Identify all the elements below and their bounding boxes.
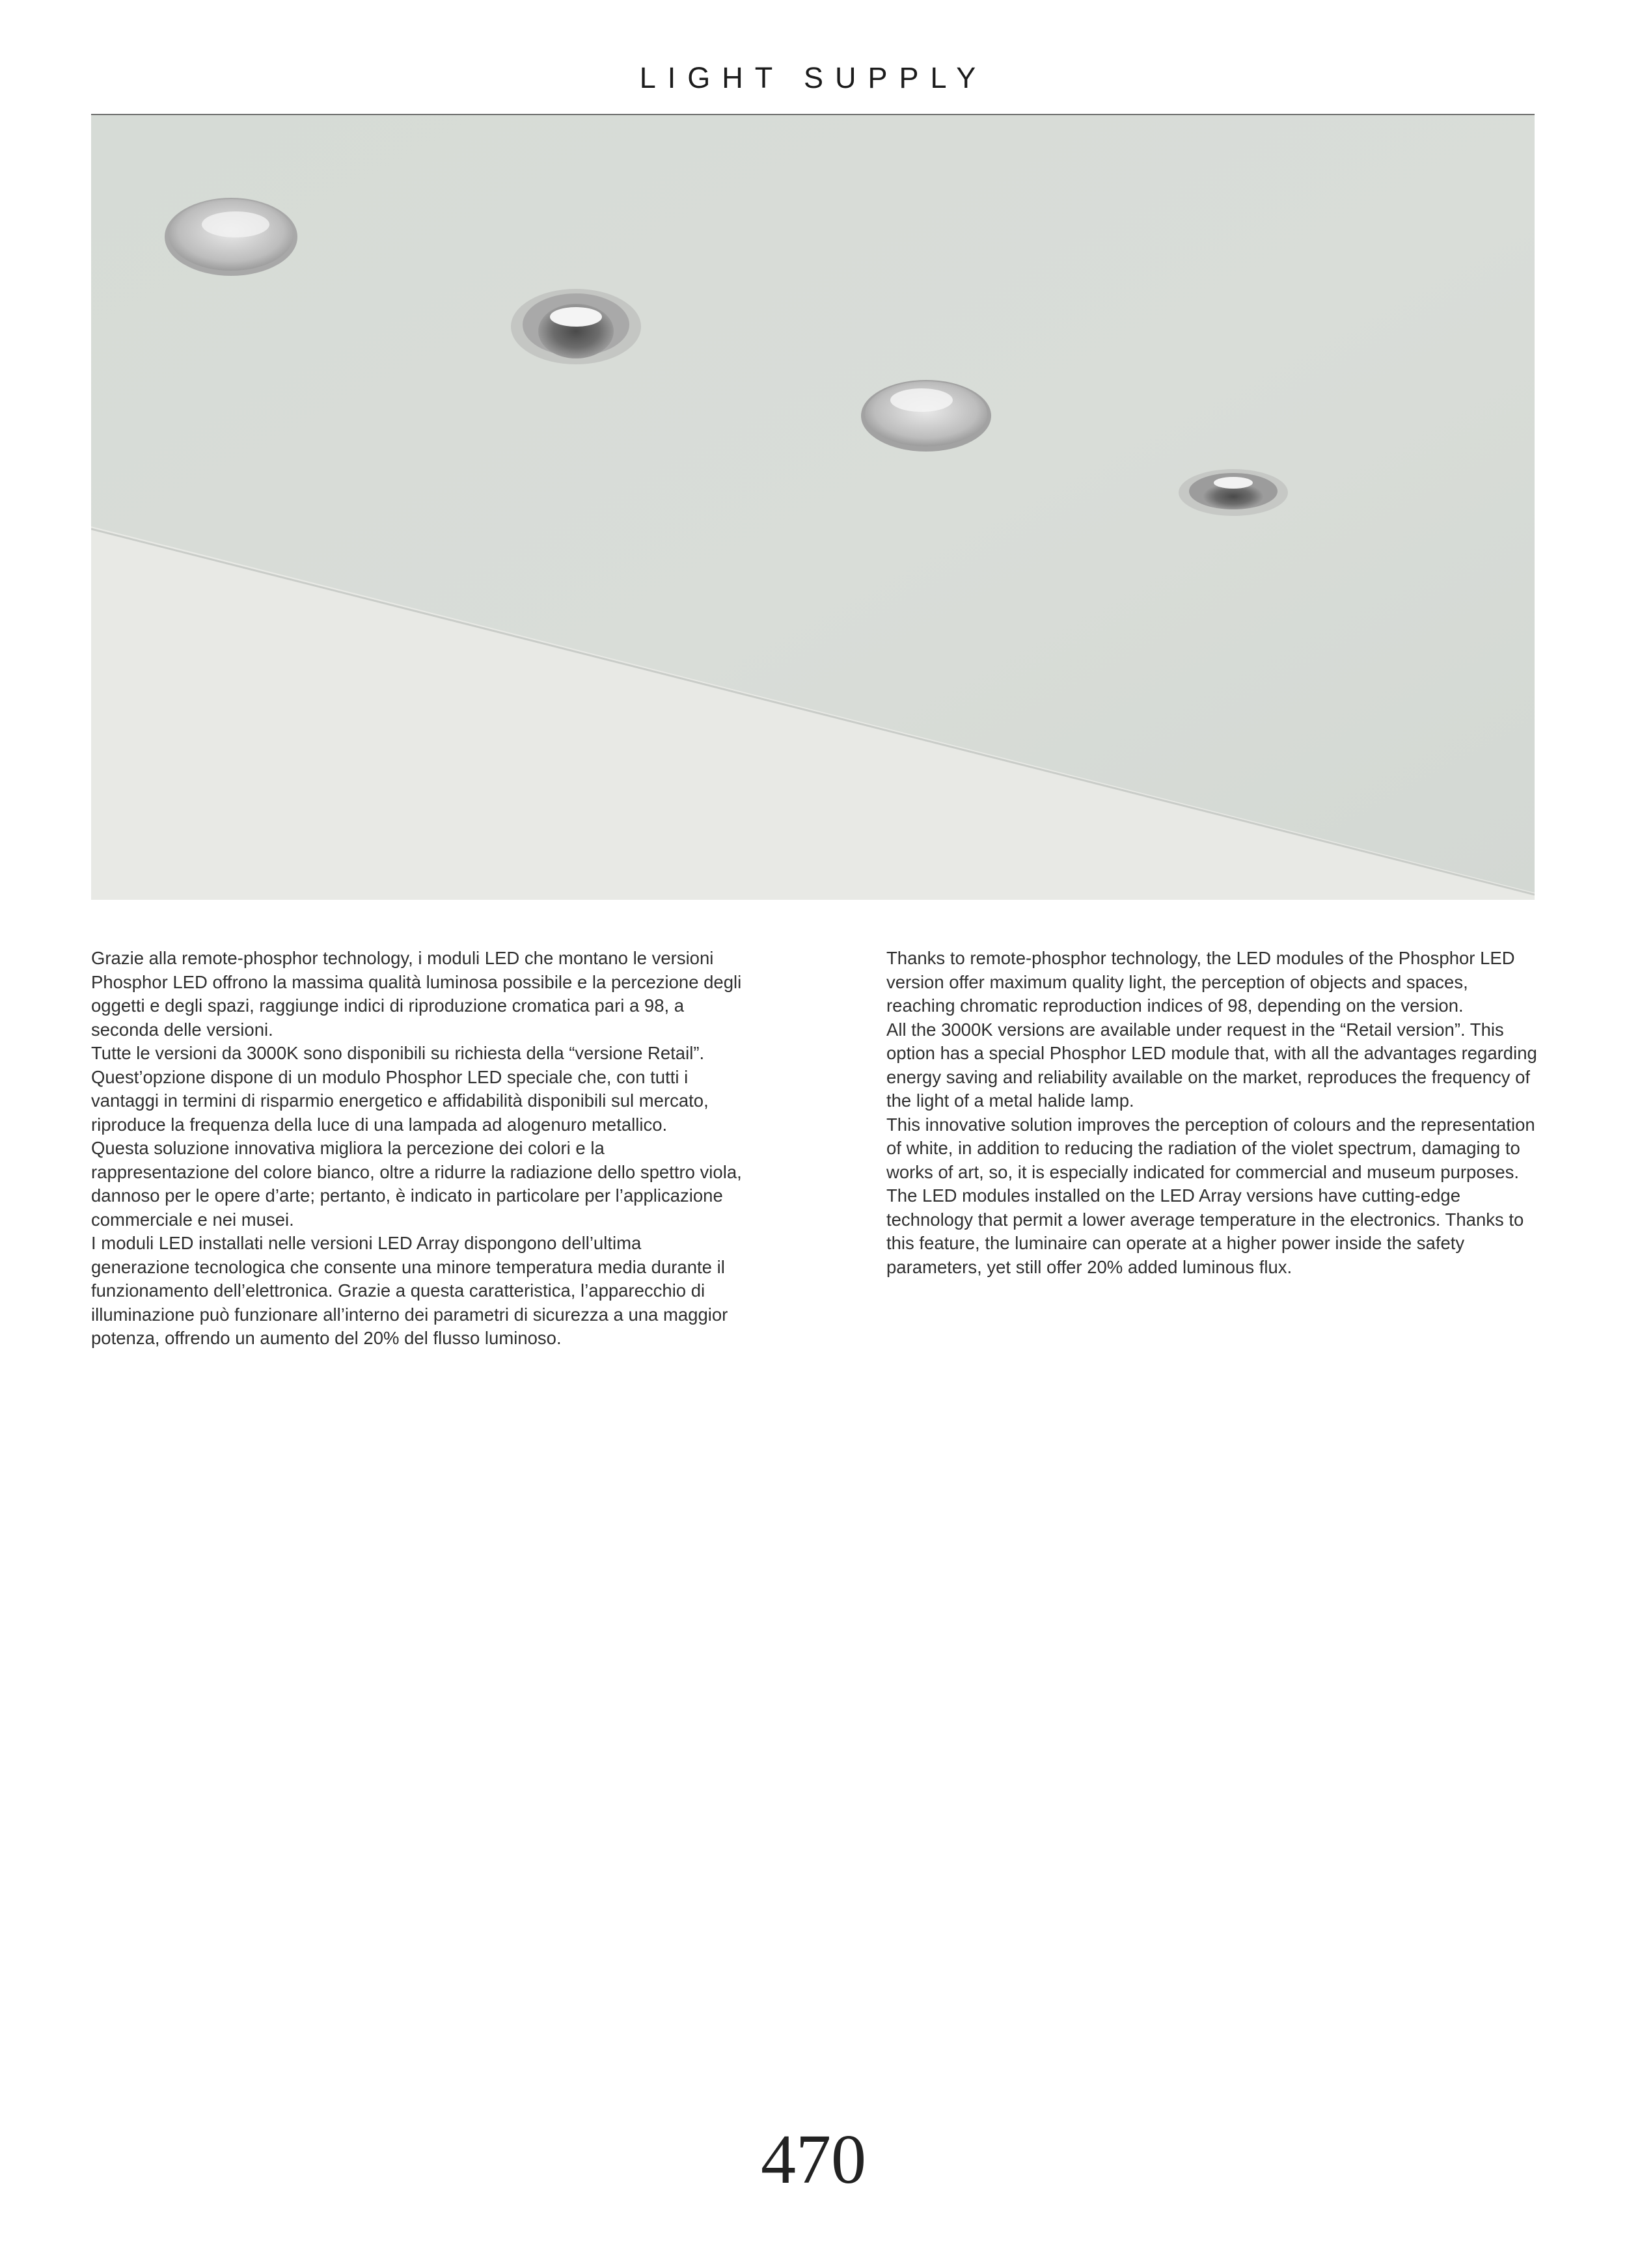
downlight-3 <box>861 380 991 452</box>
italian-paragraph: Tutte le versioni da 3000K sono disponibili su richiesta della “versione Retail”. Quest’opzione dispone di un modulo Phosphor LED speciale che, con tutti i vantaggi in termini di risparmio energetico e affidabilità disponibili sul mercato, riproduce la frequenza della luce di una lampada ad alogenuro metallico. <box>91 1043 709 1135</box>
downlight-4 <box>1179 469 1288 516</box>
downlight-1 <box>165 198 297 276</box>
english-paragraph: Thanks to remote-phosphor technology, the LED modules of the Phosphor LED version offer maximum quality light, the perception of objects and spaces, reaching chromatic reproduction indices of 98, depending on the version. <box>886 948 1515 1016</box>
english-paragraph: The LED modules installed on the LED Array versions have cutting-edge technology that permit a lower average temperature in the electronics. Thanks to this feature, the luminaire can operate at a higher power inside the safety parameters, yet still offer 20% added luminous flux. <box>886 1185 1524 1277</box>
downlight-2 <box>511 289 641 364</box>
english-text-column <box>886 947 1537 1279</box>
page-title: LIGHT SUPPLY <box>639 61 988 94</box>
italian-paragraph: I moduli LED installati nelle versioni LED Array dispongono dell’ultima generazione tecnologica che consente una minore temperatura media durante il funzionamento dell’elettronica. Grazie a questa caratteristica, l’apparecchio di illuminazione può funzionare all’interno dei parametri di sicurezza a una maggior potenza, offrendo un aumento del 20% del flusso luminoso. <box>91 1233 728 1348</box>
english-paragraph: All the 3000K versions are available under request in the “Retail version”. This option has a special Phosphor LED module that, with all the advantages regarding energy saving and reliability available on the market, reproduces the frequency of the light of a metal halide lamp. <box>886 1019 1537 1111</box>
page-number: 470 <box>761 2121 866 2198</box>
english-paragraph: This innovative solution improves the perception of colours and the representation of white, in addition to reducing the radiation of the violet spectrum, damaging to works of art, so, it is especially indicated for commercial and museum purposes. <box>886 1114 1535 1182</box>
italian-paragraph: Grazie alla remote-phosphor technology, i moduli LED che montano le versioni Phosphor LED offrono la massima qualità luminosa possibile e la percezione degli oggetti e degli spazi, raggiunge indici di riproduzione cromatica pari a 98, a seconda delle versioni. <box>91 948 742 1040</box>
italian-paragraph: Questa soluzione innovativa migliora la percezione dei colori e la rappresentazione del colore bianco, oltre a ridurre la radiazione dello spettro viola, dannoso per le opere d’arte; pertanto, è indicato in particolare per l’applicazione commerciale e nei musei. <box>91 1138 742 1230</box>
italian-text-column <box>91 947 742 1351</box>
product-photo <box>91 115 1535 900</box>
